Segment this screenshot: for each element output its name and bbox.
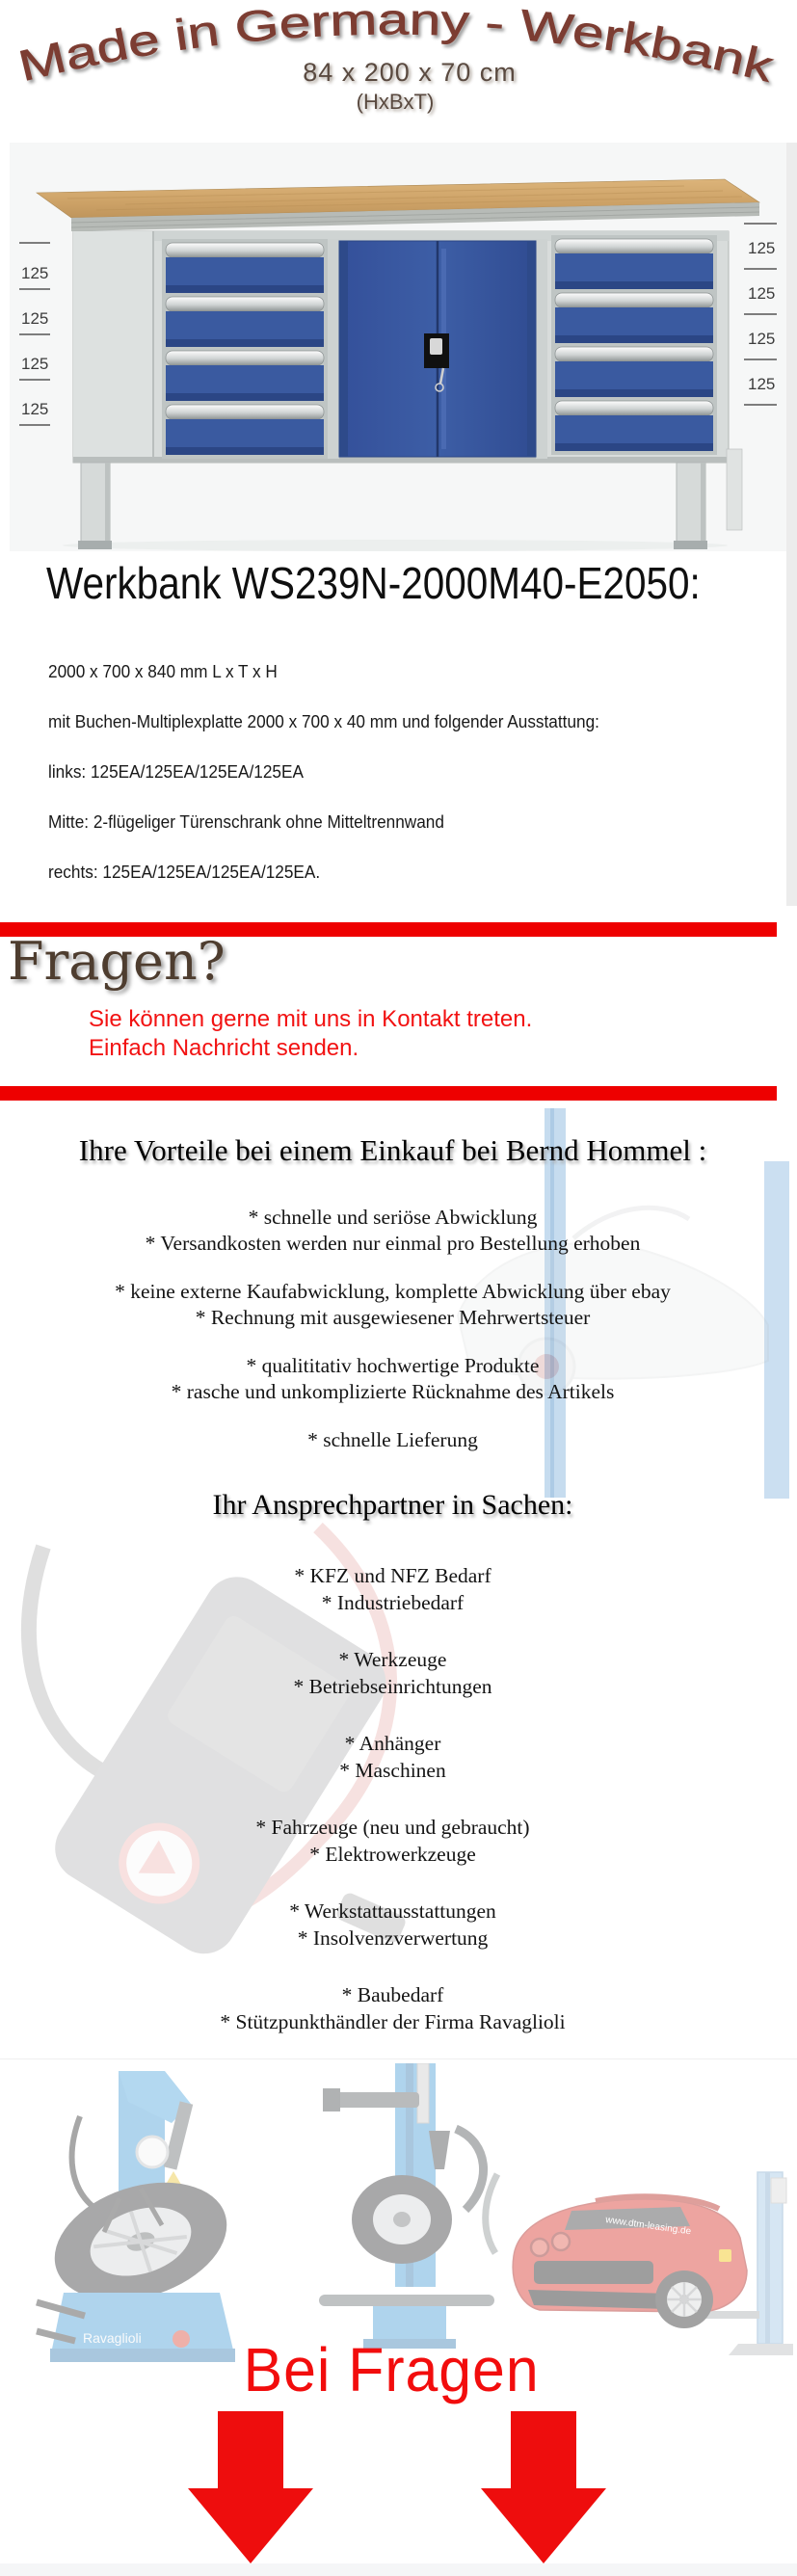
left-dimension-annotations (19, 243, 50, 425)
spec-line: mit Buchen-Multiplexplatte 2000 x 700 x 40 mm und folgender Ausstattung: (48, 711, 599, 731)
services-heading: Ihr Ansprechpartner in Sachen: (212, 1489, 573, 1521)
service-item: * Fahrzeuge (neu und gebraucht) (255, 1816, 530, 1839)
drawer (555, 239, 713, 289)
benefit-item: * rasche und unkomplizierte Rücknahme des Artikels (171, 1380, 615, 1403)
drawer (555, 293, 713, 343)
benefit-item: * Versandkosten werden nur einmal pro Bestellung erhoben (145, 1232, 641, 1255)
service-group (0, 1731, 785, 1784)
dimension-label: 125 (748, 375, 776, 393)
bottom-strip (0, 2563, 797, 2576)
benefits-heading: Ihre Vorteile bei einem Einkauf bei Bernd Hommel : (78, 1133, 707, 1167)
machine-brand-label: Ravaglioli (83, 2330, 142, 2346)
service-group (0, 1647, 785, 1700)
right-margin-strip (786, 143, 797, 906)
drawer (555, 347, 713, 397)
red-divider-bar (0, 1086, 777, 1101)
red-arrows (0, 2403, 797, 2567)
product-image (10, 143, 786, 551)
dimension-label: 125 (21, 355, 49, 373)
drawer (166, 351, 324, 401)
benefit-item: * keine externe Kaufabwicklung, komplette Abwicklung über ebay (115, 1280, 671, 1303)
benefit-group (0, 1205, 785, 1257)
service-group (0, 1815, 785, 1868)
service-item: * Maschinen (339, 1758, 446, 1782)
right-dimension-annotations (744, 224, 777, 405)
spec-line: Mitte: 2-flügeliger Türenschrank ohne Mitteltrennwand (48, 811, 444, 832)
service-group (0, 1563, 785, 1616)
service-item: * Werkstattausstattungen (289, 1899, 496, 1923)
fragen-heading: Fragen? (8, 931, 226, 992)
down-arrow-icon (481, 2411, 606, 2563)
drawer (166, 405, 324, 455)
tire-mounting-machine-image (313, 2063, 506, 2354)
benefit-item: * schnelle und seriöse Abwicklung (248, 1206, 538, 1229)
benefit-group (0, 1353, 785, 1405)
service-item: * Betriebseinrichtungen (293, 1674, 492, 1698)
spec-line: rechts: 125EA/125EA/125EA/125EA. (48, 862, 321, 882)
service-item: * Baubedarf (341, 1983, 444, 2006)
service-item: * Werkzeuge (338, 1648, 447, 1671)
spec-line: links: 125EA/125EA/125EA/125EA (48, 761, 304, 782)
service-group (0, 1899, 785, 1952)
dimension-label: 125 (21, 309, 49, 328)
machine-gallery (0, 2058, 797, 2381)
dimension-note: (HxBxT) (356, 90, 435, 114)
wooden-top (37, 179, 759, 231)
dimension-label: 125 (21, 264, 49, 282)
bench-shadow (63, 540, 728, 551)
benefit-group (0, 1427, 785, 1453)
service-item: * Elektrowerkzeuge (309, 1842, 476, 1866)
page-title: Made in Germany - Werkbank (13, 0, 772, 92)
service-group (0, 1982, 785, 2035)
benefits-list (0, 1205, 785, 1475)
services-list (0, 1563, 785, 2066)
drawer (555, 401, 713, 451)
dimension-label: 125 (748, 239, 776, 257)
benefit-item: * qualititativ hochwertige Produkte (246, 1354, 540, 1377)
service-item: * KFZ und NFZ Bedarf (294, 1564, 491, 1587)
drawer (166, 297, 324, 347)
benefit-item: * Rechnung mit ausgewiesener Mehrwertsteuer (195, 1306, 591, 1329)
door-cabinet (339, 241, 536, 457)
left-drawer-unit (162, 239, 328, 459)
service-item: * Industriebedarf (321, 1590, 465, 1614)
cta-text: Bei Fragen (243, 2335, 540, 2404)
down-arrow-icon (188, 2411, 313, 2563)
benefit-item: * schnelle Lieferung (307, 1428, 478, 1451)
spec-line: 2000 x 700 x 840 mm L x T x H (48, 661, 278, 681)
dimension-label: 125 (748, 330, 776, 348)
drawer (166, 243, 324, 293)
right-drawer-unit (551, 235, 717, 455)
contact-line: Sie können gerne mit uns in Kontakt treten. (89, 1006, 533, 1032)
size-subtitle: 84 x 200 x 70 cm (303, 58, 517, 87)
dimension-label: 125 (748, 284, 776, 303)
bench-legs (78, 449, 742, 549)
product-heading: Werkbank WS239N-2000M40-E2050: (46, 558, 701, 608)
benefit-group (0, 1279, 785, 1331)
service-item: * Insolvenzverwertung (297, 1925, 489, 1950)
workbench-illustration (10, 143, 786, 551)
service-item: * Stützpunkthändler der Firma Ravaglioli (220, 2009, 566, 2033)
contact-line: Einfach Nachricht senden. (89, 1035, 359, 1061)
dimension-label: 125 (21, 400, 49, 418)
service-item: * Anhänger (344, 1732, 441, 1755)
car-decal-text: www.dtm-leasing.de (604, 2215, 692, 2238)
